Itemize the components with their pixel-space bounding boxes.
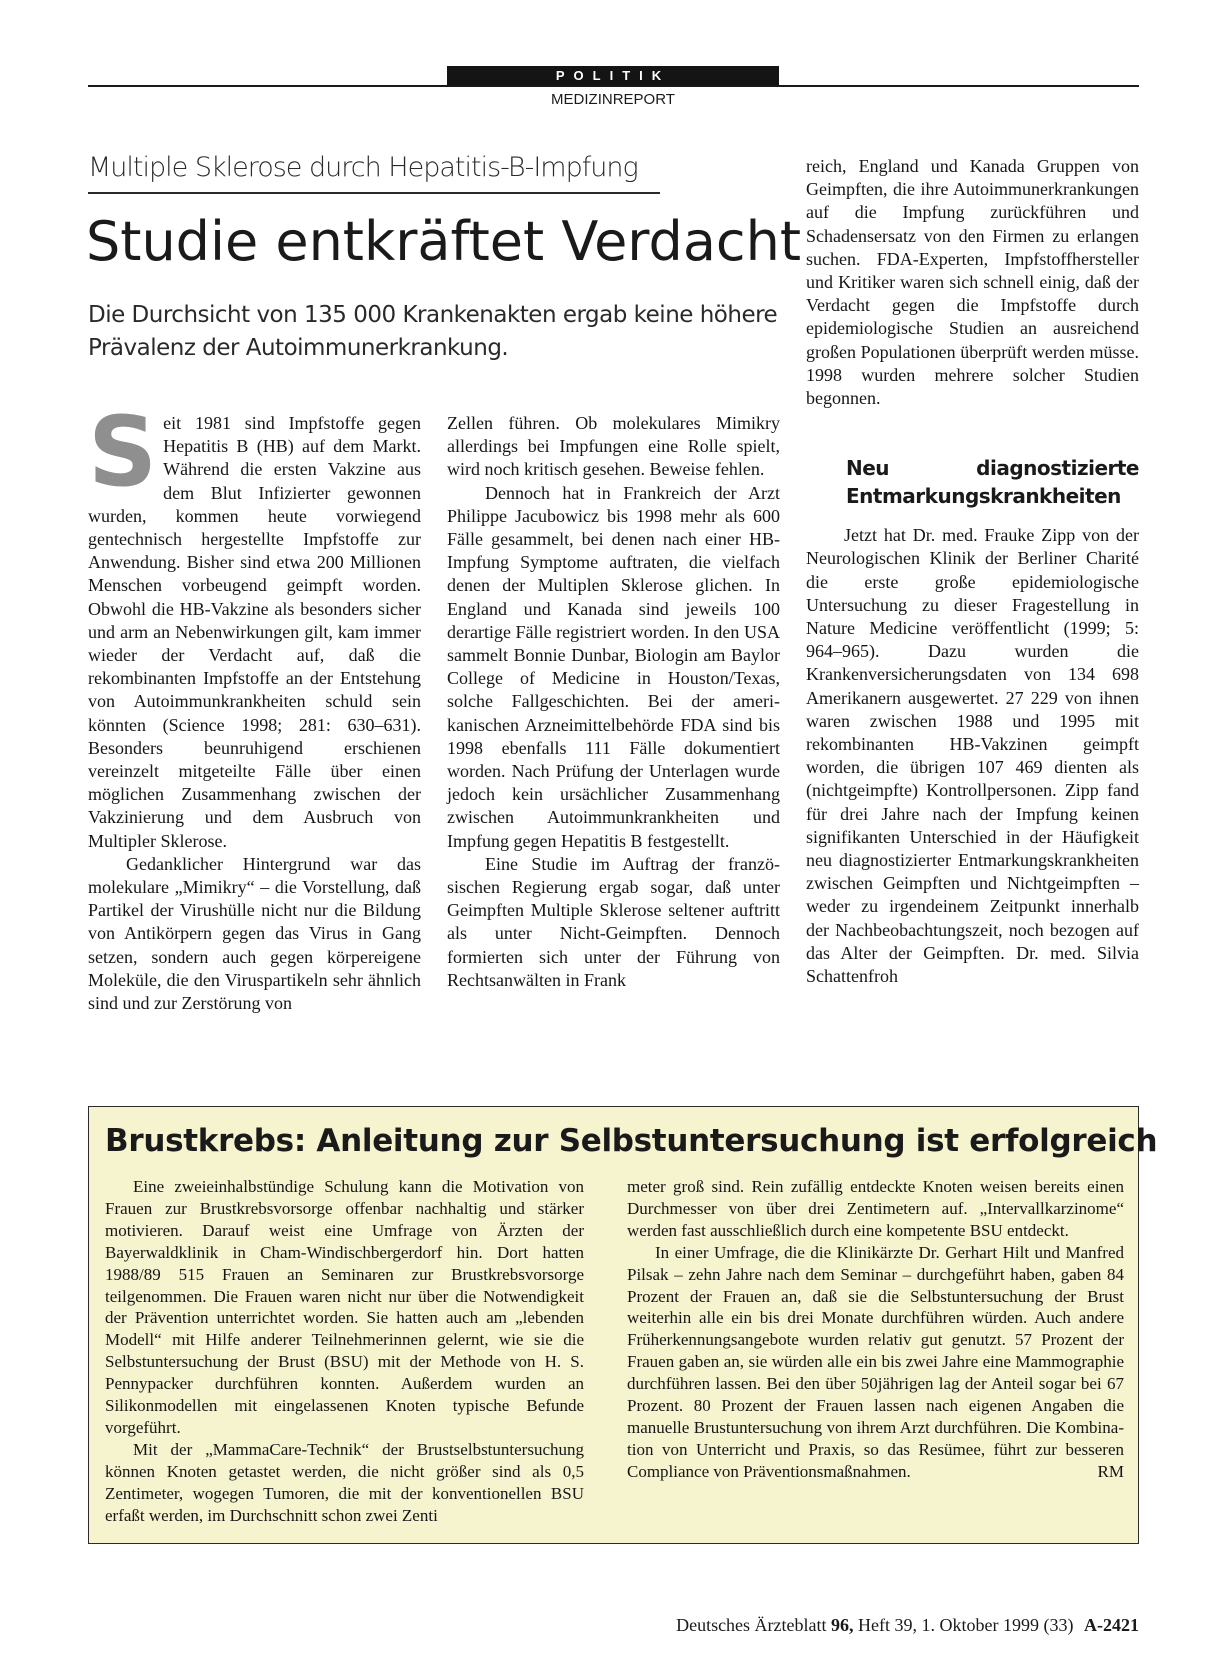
author-signoff: RM [1097,1461,1124,1481]
paragraph: Zellen führen. Ob molekulares Mimikry allerdings bei Impfungen eine Rolle spielt, wird noch kritisch gesehen. Beweise fehlen. [447,413,780,480]
issue-info: Heft 39, 1. Oktober 1999 (33) [858,1615,1074,1635]
paragraph: Jetzt hat Dr. med. Frauke Zipp von der Neurologischen Klinik der Berliner Charité die erste große epidemiologische Untersuchung zu dieser Fragestellung in Nature Medicine veröffentlicht (1999; 5: 964–965). Dazu wurden die Krankenversicherungsdaten von 134 698 Amerikanern ausgewertet. 27 229 von ihnen waren zwischen 1988 und 1995 mit rekombinanten HB-Vakzinen geimpft worden, die übrigen 107 469 dienten als (nichtgeimpfte) Kontrollpersonen. Zipp fand für drei Jahre nach der Impfung keinen signifikanten Unterschied in der Häufigkeit neu diagnostizierter Entmarkungskrankheiten zwischen Geimpften und Nichtgeimpften – weder zu irgendeinem Zeitpunkt innerhalb der Nachbeobachtungszeit, noch bezogen auf das Alter der Geimpften. Dr. med. Silvia Schattenfroh [806,525,1139,987]
article-column-1 [88,396,421,1015]
page-number: A-2421 [1084,1615,1139,1635]
paragraph: Gedanklicher Hintergrund war das molekulare „Mimikry“ – die Vorstellung, daß Partikel der Virushülle nicht nur die Bildung von Antikörpern gegen das Virus in Gang setzen, sondern auch gegen körpereigene Moleküle, die den Viruspartikeln sehr ähnlich sind und zur Zerstörung von [88,853,421,1014]
paragraph: Dennoch hat in Frankreich der Arzt Philippe Jacubowicz bis 1998 mehr als 600 Fälle gesammelt, bei denen nach einer HB-Impfung Symptome auftraten, die vielfach denen der Multiplen Sklerose glichen. In England und Kanada sind jeweils 100 derartige Fälle registriert worden. In den USA sammelt Bonnie Dunbar, Biologin am Baylor College of Medicine in Houston/Texas, solche Fallgeschichten. Bei der amerikanischen Arzneimittelbehörde FDA sind bis 1998 ebenfalls 111 Fälle dokumentiert worden. Nach Prüfung der Unterlagen wurde jedoch kein ursächlicher Zusammenhang zwischen Autoimmunkrankheiten und Impfung gegen Hepatitis B festgestellt. [447,482,780,851]
article-lead: Die Durchsicht von 135 000 Krankenakten ergab keine höhere Prävalenz der Autoimmunerkrankung. [88,302,778,361]
section-label: POLITIK [447,66,779,86]
paragraph-text: In einer Umfrage, die die Klinikärzte Dr. Gerhart Hilt und Manfred Pilsak – zehn Jahre nach dem Seminar – durchgeführt haben, gaben 84 Prozent der Frauen an, daß sie die Selbstuntersuchung der Brust weiterhin alle ein bis drei Monate durchführen würden. Auch andere Früherkennungsangebote wurden relativ gut genutzt. 57 Prozent der Frauen gaben an, sie würden alle ein bis zwei Jahre eine Mammographie durchführen lassen. Bei den über 50jährigen lag der Anteil sogar bei 67 Prozent. 80 Prozent der Frauen lassen nach eigenen Angaben die manuelle Brustuntersuchung von ihrem Arzt durchführen. Die Kombination von Unterricht und Praxis, so das Resümee, führt zur besseren Compliance von Präventionsmaßnahmen. [627,1242,1124,1481]
box-column-2 [627,1176,1124,1483]
article-column-3 [806,155,1139,988]
paragraph: Mit der „MammaCare-Technik“ der Brustselbstuntersuchung können Knoten getastet werden, die nicht größer sind als 0,5 Zentimeter, wogegen Tumoren, die mit der konventionellen BSU erfaßt werden, im Durchschnitt schon zwei Zenti [105,1439,584,1525]
paragraph: Eine Studie im Auftrag der französischen Regierung ergab sogar, daß unter Geimpften Multiple Sklerose seltener auftritt als unter Nicht-Geimpften. Dennoch formierten sich unter der Führung von Rechtsanwälten in Frank [447,853,780,990]
kicker-underline [88,192,660,194]
paragraph: Eine zweieinhalbstündige Schulung kann die Motivation von Frauen zur Brustkrebsvorsorge offenbar nachhaltig und stärker motivieren. Darauf weist eine Umfrage von Ärzten der Bayerwaldklinik in Cham-Windischbergerdorf hin. Dort hatten 1988/89 515 Frauen an Seminaren zur Brustkrebsvorsorge teilgenommen. Die Frauen waren nicht nur über die Notwendigkeit der Prävention unterrichtet worden. Sie hatten auch am „lebenden Modell“ mit Hilfe anderer Teilnehmerinnen gelernt, wie sie die Selbstuntersuchung der Brust (BSU) mit der Methode von H. S. Pennypacker durchführen konnten. Außerdem wurden an Silikonmodellen mit eingelassenen Knoten typische Befunde vorgeführt. [105,1177,584,1437]
paragraph: meter groß sind. Rein zufällig entdeckte Knoten weisen bereits einen Durchmesser von über drei Zentimetern auf. „Intervallkarzinome“ werden fast ausschließlich durch eine kompetente BSU entdeckt. [627,1177,1124,1240]
subsection-label: MEDIZINREPORT [551,91,675,108]
drop-cap: S [88,396,158,508]
paragraph-text: eit 1981 sind Impfstoffe gegen Hepatitis B (HB) auf dem Markt. Während die ersten Vakzine aus dem Blut Infizierter gewonnen wurden, kommen heute vorwiegend gentechnisch hergestellte Impfstoffe zur Anwendung. Bisher sind etwa 200 Millionen Menschen vorbeugend geimpft worden. Obwohl die HB-Vakzine als besonders sicher und arm an Nebenwirkungen gilt, kam immer wieder der Verdacht auf, daß die rekombinanten Impfstoffe an der Entstehung von Autoimmunkrankheiten schuld sein könnten (Science 1998; 281: 630–631). Besonders beunruhigend erschienen vereinzelt mitgeteilte Fälle über einen möglichen Zusammenhang zwischen der Vakzinierung und dem Ausbruch von Multipler Sklerose. [88,413,421,851]
box-title: Brustkrebs: Anleitung zur Selbstuntersuchung ist erfolgreich [105,1123,1158,1159]
article-headline: Studie entkräftet Verdacht [86,210,801,273]
paragraph [627,1242,1124,1483]
article-subhead: Neu diagnostizierte Entmarkungskrankheiten [846,456,1139,509]
paragraph [88,396,421,853]
article-kicker: Multiple Sklerose durch Hepatitis-B-Impfung [88,152,638,183]
paragraph: reich, England und Kanada Gruppen von Geimpften, die ihre Autoimmunerkrankungen auf die Impfung zurückführen und Schadensersatz von den Firmen zu erlangen suchen. FDA-Experten, Impfstoffhersteller und Kritiker waren sich schnell einig, daß der Verdacht gegen die Impfstoffe durch epidemiologische Studien an ausreichend großen Populationen überprüft werden müsse. 1998 wurden mehrere solcher Studien begonnen. [806,156,1139,409]
page-footer [676,1615,1139,1636]
sidebar-box [88,1106,1158,1544]
article-column-2 [447,412,780,992]
volume-number: 96, [831,1615,854,1635]
box-column-1 [105,1176,584,1527]
journal-name: Deutsches Ärzteblatt [676,1615,827,1635]
